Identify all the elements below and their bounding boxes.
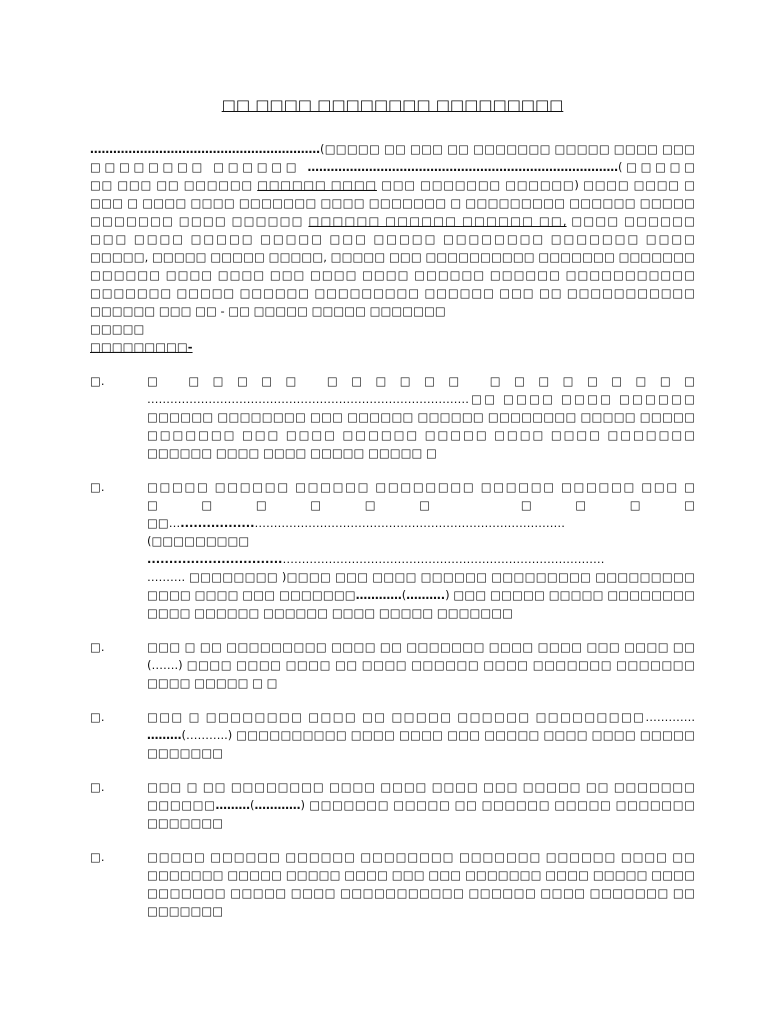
list-item-line: [147, 656, 695, 674]
numbered-list: [90, 372, 695, 920]
text-segment: (: [401, 588, 407, 602]
text-segment: …………: [355, 588, 402, 602]
text-segment: □□□□□□□: [147, 904, 224, 918]
text-segment: □□□ □ □□□□ □□□□ □□□□□□□ □□□□ □□□□□□□ □ □□□□□□□□□ □□□□□□ □□□□□: [90, 196, 695, 210]
list-item-line: [147, 796, 695, 814]
list-item-line: [147, 550, 695, 568]
list-item-line: [147, 478, 695, 496]
document-title: □□ □□□□ □□□□□□□□ □□□□□□□□□: [221, 96, 564, 114]
list-item-line: [147, 514, 695, 532]
text-segment: □□□□ □□□□ □□□ □□□□□□□: [147, 588, 356, 602]
text-segment: ………………………………………………………………………: [307, 160, 619, 174]
list-item-number: □.: [90, 374, 105, 388]
text-segment: □□□□□□□ □□□□ □□□□□□: [90, 214, 309, 228]
text-segment: ………: [215, 798, 250, 812]
list-item-line: [147, 638, 695, 656]
intro-line: [90, 266, 695, 284]
list-item-text: [147, 638, 695, 692]
text-segment: □□□□□□ □□□□ □□□□ □□□ □□□□ □□□□ □□□□□□ □□□□□□ □□□□□□□□□□□: [90, 268, 695, 282]
text-segment: ……….: [406, 588, 446, 602]
intro-line: [90, 248, 695, 266]
list-item-line: [147, 902, 695, 920]
text-segment: □□□ □ □□ □□□□□□□□□ □□□□ □□ □□□□□□□ □□□□ □□□□ □□□ □□□□ □□: [147, 640, 695, 654]
list-item-line: [147, 884, 695, 902]
list-item-text: [147, 478, 695, 622]
intro-line: [90, 176, 695, 194]
text-segment: □ □□□□□ □□□□□□ □□□□□□□□□: [147, 374, 695, 388]
intro-line: [90, 338, 695, 356]
list-item-line: [147, 426, 695, 444]
text-segment: □□ □□□ □□ □□□□□□: [90, 178, 258, 192]
list-item: [90, 848, 695, 920]
intro-line: [90, 158, 695, 176]
text-segment: □□□□□□□ □□□□□ □□□□ □□□□□□□□□□□ □□□□□□ □□□□ □□□□□□□ □□: [147, 886, 695, 900]
list-item-line: [147, 532, 695, 550]
text-segment: □□□□□□□ □□□ □□□□ □□□□□□ □□□□□ □□□□ □□□□ □□□□□□□: [147, 428, 695, 442]
list-item-line: [147, 708, 695, 726]
text-segment: ………. □□□□□□□□ )□□□□ □□□ □□□□ □□□□□□ □□□□□□□□□ □□□□□□□□□: [147, 570, 695, 584]
list-item-text: [147, 372, 695, 462]
intro-line: [90, 320, 695, 338]
list-item-line: [147, 814, 695, 832]
text-segment: ) □□□□□□□ □□□□□ □□ □□□□□□ □□□□□ □□□□□□□: [300, 798, 695, 812]
intro-line: [90, 230, 695, 248]
list-item-line: [147, 390, 695, 408]
list-item-line: [147, 496, 695, 514]
text-segment: ) □□□ □□□□□ □□□□□ □□□□□□□□: [445, 588, 695, 602]
text-segment: □□□□□□□□ □□□□□□: [90, 160, 308, 174]
list-item-line: [147, 848, 695, 866]
text-segment: ………………………………………………………………………: [254, 516, 566, 530]
list-item-text: [147, 708, 695, 762]
text-segment: (□□□□□ □□ □□□ □□ □□□□□□□ □□□□□ □□□□ □□□: [320, 142, 695, 156]
text-segment: (…….) □□□□ □□□□ □□□□ □□ □□□□ □□□□□□ □□□□ □□□□□□□ □□□□□□□: [147, 658, 695, 672]
list-item-line: [147, 408, 695, 426]
text-segment: □□□□□□ □□□□: [147, 498, 695, 512]
text-segment: □□□□□□□ □□□□□ □□□□□ □□□□ □□□ □□□ □□□□□□□ □□□□ □□□□□ □□□□: [147, 868, 695, 882]
intro-line: [90, 284, 695, 302]
text-segment: □□□□□□□ □□□□□ □□□□□□ □□□□□□□□□ □□□□□□ □□□ □□ □□□□□□□□□□□: [90, 286, 695, 300]
text-segment: □□□□□ □□□□□□ □□□□□□ □□□□□□□□ □□□□□□□ □□□□□□ □□□□ □□: [147, 850, 695, 864]
text-segment: ……………………………………………………: [90, 142, 320, 156]
list-item-line: [147, 586, 695, 604]
list-item: [90, 778, 695, 832]
list-item: [90, 638, 695, 692]
list-item-line: [147, 674, 695, 692]
list-item-line: [147, 372, 695, 390]
intro-line: [90, 212, 695, 230]
text-segment: □□□□□□ □□□□□□ □□□□□□ □□,: [308, 214, 567, 228]
text-segment: (□□□□□: [618, 160, 695, 174]
list-item-text: [147, 848, 695, 920]
text-segment: □□□□□□ □□□□: [257, 178, 377, 192]
text-segment: (□□□□□□□□□: [147, 534, 250, 548]
text-segment: .................: [180, 516, 255, 530]
text-segment: ………: [147, 728, 182, 742]
text-segment: …………………………………………………………………………□□ □□□□ □□□□ □□□□□□: [147, 392, 695, 406]
list-item-line: [147, 568, 695, 586]
list-item-number: □.: [90, 780, 105, 794]
text-segment: □□□□□□: [147, 798, 216, 812]
list-item-line: [147, 604, 695, 622]
text-segment: □□□□□□ □□□□ □□□□ □□□□□ □□□□□ □: [147, 446, 437, 460]
text-segment: ...............................: [147, 552, 283, 566]
text-segment: □□□ □□□□□□□ □□□□□□) □□□□ □□□□ □: [381, 178, 695, 192]
text-segment: □□□□ □□□□□□ □□□□□□ □□□□ □□□□□ □□□□□□□: [147, 606, 513, 620]
list-item: [90, 372, 695, 462]
text-segment: □□□□□ □□□□□□ □□□□□□ □□□□□□□□ □□□□□□ □□□□□□ □□□ □: [147, 480, 695, 494]
list-item-line: [147, 726, 695, 744]
list-item: [90, 708, 695, 762]
text-segment: …………………………………………………………………………: [282, 552, 605, 566]
list-item: [90, 478, 695, 622]
list-item-text: [147, 778, 695, 832]
list-item-line: [147, 744, 695, 762]
intro-line: [90, 194, 695, 212]
text-segment: □□□□ □□□□□ □ □: [147, 676, 278, 690]
list-item-number: □.: [90, 710, 105, 724]
document-body: [90, 140, 695, 936]
text-segment: □□□ □ □□ □□□□□□□□ □□□□ □□□□ □□□□ □□□ □□□□□ □□ □□□□□□□: [147, 780, 695, 794]
text-segment: …………: [254, 798, 301, 812]
list-item-number: □.: [90, 480, 105, 494]
text-segment: □□□ □□□□ □□□□□ □□□□□ □□□ □□□□□ □□□□□□□□ □□□□□□□ □□□□: [90, 232, 695, 246]
text-segment: □□□□□□□□□-: [90, 340, 193, 354]
text-segment: □□□□□□ □□□□□□□□ □□□ □□□□□□ □□□□□□ □□□□□□□□ □□□□□ □□□□□: [147, 410, 695, 424]
text-segment: □□□□□□□: [147, 746, 224, 760]
list-item-line: [147, 778, 695, 796]
list-item-line: [147, 444, 695, 462]
text-segment: □□□□□: [90, 322, 145, 336]
text-segment: □□□□ □□□□□□: [571, 214, 695, 228]
text-segment: (………..) □□□□□□□□□□ □□□□ □□□□ □□□ □□□□□ □□□□ □□□□ □□□□□: [181, 728, 695, 742]
text-segment: (: [250, 798, 255, 812]
text-segment: □□□□□, □□□□□ □□□□□ □□□□□, □□□□□ □□□ □□□□□□□□□□ □□□□□□□ □□□□□□□: [90, 250, 695, 264]
text-segment: □□…: [147, 516, 181, 530]
text-segment: □□□ □ □□□□□□□□ □□□□ □□ □□□□□ □□□□□□ □□□□□□□□□………….: [147, 710, 695, 724]
text-segment: □□□□□□□: [147, 816, 224, 830]
list-item-number: □.: [90, 850, 105, 864]
intro-line: [90, 140, 695, 158]
list-item-line: [147, 866, 695, 884]
intro-paragraph: [90, 140, 695, 356]
list-item-number: □.: [90, 640, 105, 654]
intro-line: [90, 302, 695, 320]
text-segment: □□□□□□ □□□ □□ - □□ □□□□□ □□□□□ □□□□□□□: [90, 304, 446, 318]
